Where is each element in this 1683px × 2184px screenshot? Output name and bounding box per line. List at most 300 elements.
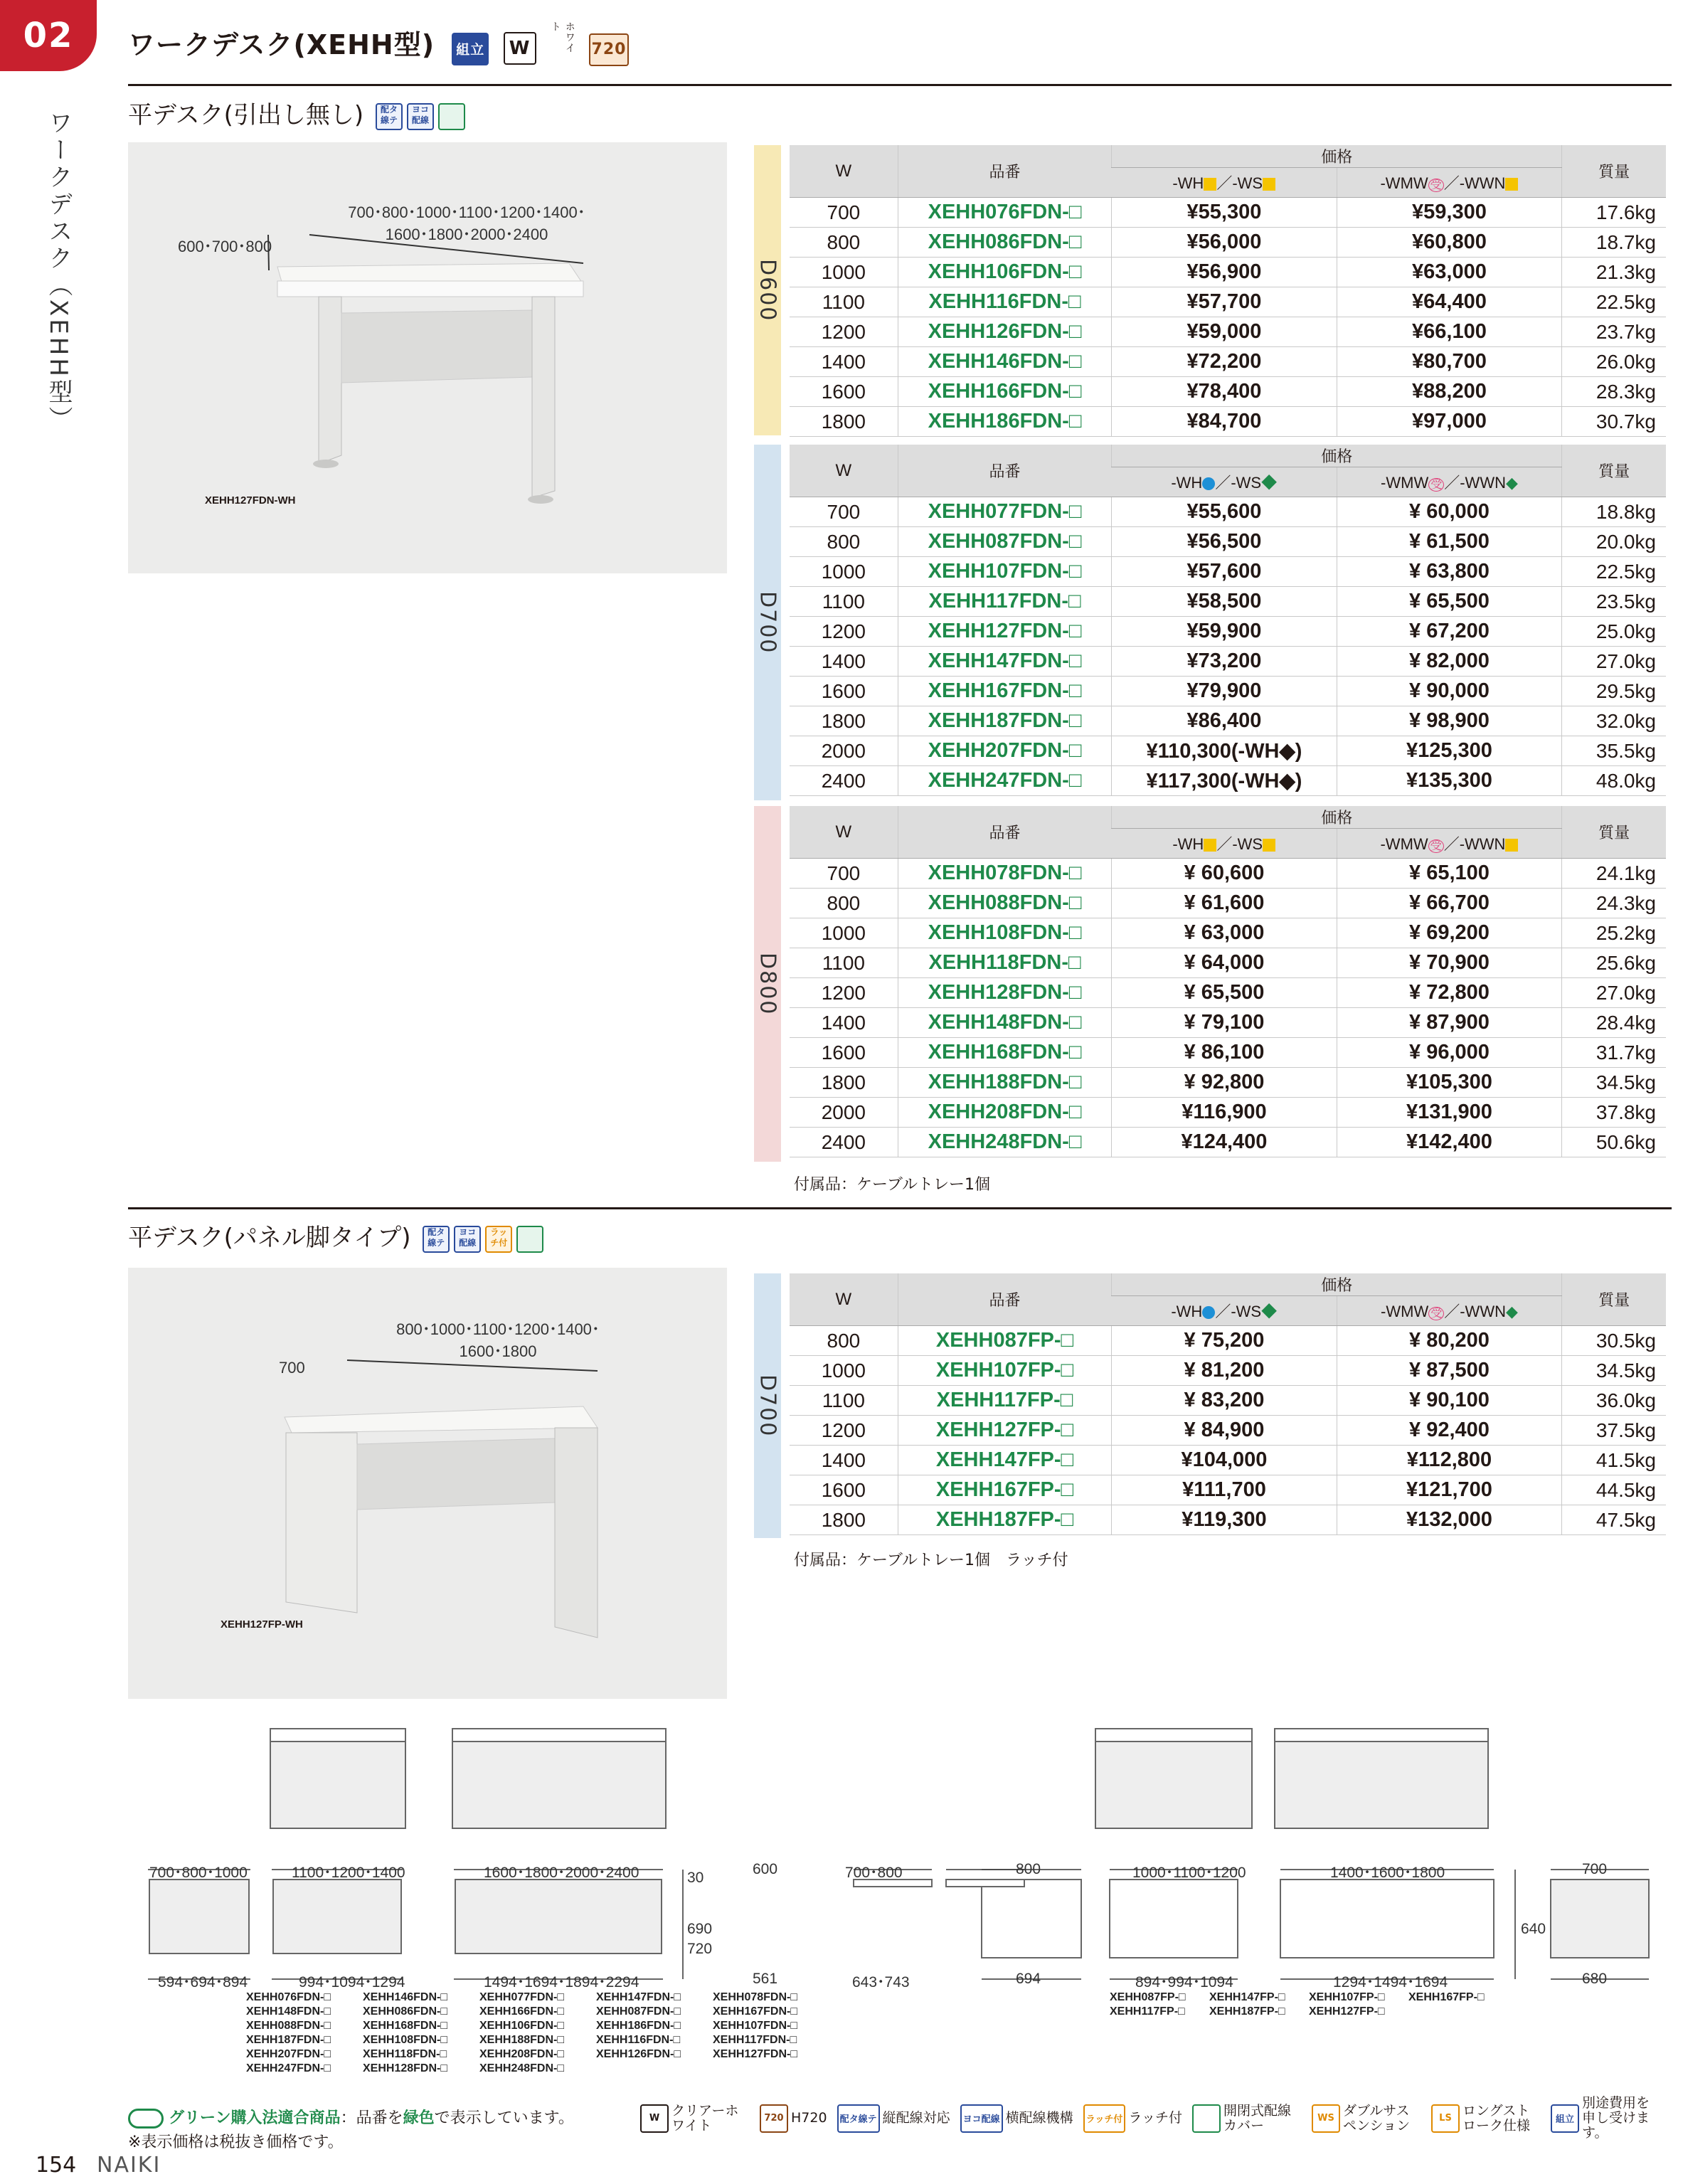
legend-text: 縦配線対応 [882,2110,950,2126]
legend-item [1312,2104,1421,2133]
cell-price-wh: ¥ 64,000 [1112,948,1337,978]
col-price-wmw: -WMW 受 ／-WWN [1337,829,1562,859]
table-row [790,1008,1666,1038]
cell-price-wh: ¥116,900 [1112,1098,1337,1128]
cell-part-number: XEHH116FDN-□ [898,287,1111,317]
cell-price-wmw: ¥121,700 [1337,1475,1562,1505]
cell-width: 1600 [790,1038,898,1068]
dim-d3: 1294･1494･1694 [1333,1974,1448,1990]
cell-price-wh: ¥84,700 [1112,407,1337,437]
cell-mass: 24.1kg [1562,859,1666,889]
cell-price-wh: ¥124,400 [1112,1128,1337,1157]
cell-mass: 18.7kg [1562,228,1666,258]
legend-text: ダブルサスペンション [1343,2102,1411,2133]
cell-mass: 44.5kg [1562,1475,1666,1505]
cell-part-number: XEHH167FDN-□ [898,677,1111,706]
green-text-c: で表示しています。 [434,2109,574,2127]
cell-width: 2400 [790,766,898,796]
vertical-wiring-icon: 配タ線テ [423,1226,450,1253]
header-rule [128,84,1672,86]
cell-width: 1600 [790,1475,898,1505]
cell-price-wmw: ¥ 80,200 [1337,1326,1562,1356]
horizontal-wiring-icon: ヨコ配線 [454,1226,481,1253]
table-row [790,918,1666,948]
dim-b4: 561 [753,1971,778,1987]
part-number: XEHH148FDN-□ [246,2005,331,2018]
cell-price-wmw: ¥66,100 [1337,317,1562,347]
cell-width: 2000 [790,736,898,766]
cell-part-number: XEHH078FDN-□ [898,859,1111,889]
cell-price-wmw: ¥142,400 [1337,1128,1562,1157]
cell-width: 1800 [790,1505,898,1535]
cell-width: 1100 [790,287,898,317]
legend-text: ラッチ付 [1128,2110,1182,2126]
part-number: XEHH117FP-□ [1110,2005,1185,2018]
cell-price-wh: ¥ 63,000 [1112,918,1337,948]
table-row [790,859,1666,889]
table-row [790,228,1666,258]
page-title [128,21,629,66]
cell-part-number: XEHH168FDN-□ [898,1038,1111,1068]
horizontal-wiring-icon: ヨコ配線 [407,103,434,130]
cell-price-wmw: ¥105,300 [1337,1068,1562,1098]
cell-width: 700 [790,497,898,527]
cell-price-wmw: ¥ 66,700 [1337,889,1562,918]
band-d800: D800 [754,806,781,1162]
title-text: ワークデスク(XEHH型) [128,29,435,60]
cell-width: 1800 [790,1068,898,1098]
cell-width: 800 [790,1326,898,1356]
cell-price-wh: ¥56,900 [1112,258,1337,287]
cell-price-wmw: ¥ 67,200 [1337,617,1562,647]
col-mass: 質量 [1562,1273,1666,1326]
cell-price-wh: ¥73,200 [1112,647,1337,677]
cell-part-number: XEHH087FP-□ [898,1326,1111,1356]
cell-price-wh: ¥ 92,800 [1112,1068,1337,1098]
cell-mass: 24.3kg [1562,889,1666,918]
dim-a3: 1600･1800･2000･2400 [484,1865,639,1881]
cell-price-wmw: ¥ 61,500 [1337,527,1562,557]
cell-part-number: XEHH148FDN-□ [898,1008,1111,1038]
cell-price-wh: ¥78,400 [1112,377,1337,407]
cell-mass: 41.5kg [1562,1446,1666,1475]
white-badge: ホワイト [549,21,575,53]
cell-mass: 50.6kg [1562,1128,1666,1157]
cell-part-number: XEHH108FDN-□ [898,918,1111,948]
part-number: XEHH146FDN-□ [363,1991,448,2003]
cell-mass: 34.5kg [1562,1356,1666,1386]
green-diamond-icon: ◆ [1261,474,1278,492]
table-row [790,497,1666,527]
cell-mass: 30.5kg [1562,1326,1666,1356]
cell-price-wmw: ¥ 96,000 [1337,1038,1562,1068]
col-price-wh: -WH ／-WS◆ [1112,1296,1337,1326]
table-row [790,1356,1666,1386]
cell-width: 800 [790,889,898,918]
cell-mass: 27.0kg [1562,978,1666,1008]
cell-mass: 28.3kg [1562,377,1666,407]
col-w: W [790,145,898,198]
cell-part-number: XEHH107FDN-□ [898,557,1111,587]
cell-price-wh: ¥86,400 [1112,706,1337,736]
cell-price-wmw: ¥ 69,200 [1337,918,1562,948]
cell-mass: 30.7kg [1562,407,1666,437]
cell-part-number: XEHH117FDN-□ [898,587,1111,617]
dim-h30: 30 [687,1870,704,1886]
green-text-b: 緑色 [403,2109,435,2127]
section1-title [128,95,465,130]
col-price: 価格 [1112,806,1562,829]
cell-part-number: XEHH247FDN-□ [898,766,1111,796]
cell-price-wmw: ¥ 92,400 [1337,1416,1562,1446]
part-number: XEHH118FDN-□ [363,2048,447,2060]
chapter-tab: 02 [0,0,97,71]
col-w: W [790,806,898,859]
cell-price-wh: ¥56,500 [1112,527,1337,557]
w-badge: W [504,32,536,65]
col-price-wmw: -WMW 受 ／-WWN◆ [1337,467,1562,497]
dim-c4: 700 [1582,1861,1608,1877]
table-row [790,258,1666,287]
legend-item [1083,2104,1182,2133]
part-number: XEHH248FDN-□ [479,2062,565,2074]
cell-mass: 25.0kg [1562,617,1666,647]
cell-width: 1400 [790,347,898,377]
photo2-caption-text: XEHH127FP-WH [221,1618,303,1631]
col-mass: 質量 [1562,445,1666,497]
part-number: XEHH167FDN-□ [713,2005,798,2018]
cell-price-wh: ¥119,300 [1112,1505,1337,1535]
fp-width-dims: 800･1000･1100･1200･1400･1600･1800 [396,1320,600,1360]
cell-price-wmw: ¥63,000 [1337,258,1562,287]
cell-mass: 25.6kg [1562,948,1666,978]
h720-icon: 720 [760,2104,788,2133]
accessory-note-2: 付属品：ケーブルトレー1個 ラッチ付 [794,1552,1068,1569]
table-row [790,527,1666,557]
cell-price-wh: ¥117,300(-WH◆) [1112,766,1337,796]
col-price-wh: -WH ／-WS [1112,168,1337,198]
cell-price-wh: ¥ 86,100 [1112,1038,1337,1068]
col-pn: 品番 [898,806,1111,859]
double-suspension-icon: WS [1312,2104,1340,2133]
table-row [790,1098,1666,1128]
table-row [790,587,1666,617]
part-number: XEHH166FDN-□ [479,2005,565,2018]
cell-price-wh: ¥ 60,600 [1112,859,1337,889]
cell-width: 800 [790,527,898,557]
cell-width: 2400 [790,1128,898,1157]
dim-c2: 1000･1100･1200 [1132,1865,1246,1881]
table-row [790,948,1666,978]
table-row [790,1475,1666,1505]
cell-width: 1000 [790,1356,898,1386]
cell-price-wmw: ¥ 60,000 [1337,497,1562,527]
col-pn: 品番 [898,445,1111,497]
table-header-row [790,145,1666,168]
assembly-badge: 組立 [452,33,489,65]
cell-mass: 17.6kg [1562,198,1666,228]
cell-part-number: XEHH106FDN-□ [898,258,1111,287]
order-made-icon: 受 [1428,839,1444,853]
cell-part-number: XEHH186FDN-□ [898,407,1111,437]
cell-mass: 48.0kg [1562,766,1666,796]
part-number: XEHH208FDN-□ [479,2048,565,2060]
cell-price-wh: ¥56,000 [1112,228,1337,258]
cell-part-number: XEHH087FDN-□ [898,527,1111,557]
legend-item [1192,2104,1302,2133]
fdn-depth-dims: 600･700･800 [178,238,272,255]
col-w: W [790,445,898,497]
cell-part-number: XEHH076FDN-□ [898,198,1111,228]
cell-price-wh: ¥59,000 [1112,317,1337,347]
vertical-wiring-icon: 配タ線テ [837,2104,880,2133]
cell-part-number: XEHH077FDN-□ [898,497,1111,527]
dim-b3: 1494･1694･1894･2294 [484,1974,639,1990]
part-number: XEHH127FDN-□ [713,2048,798,2060]
cell-price-wh: ¥55,600 [1112,497,1337,527]
part-number: XEHH187FP-□ [1209,2005,1285,2018]
cell-part-number: XEHH248FDN-□ [898,1128,1111,1157]
col-pn: 品番 [898,145,1111,198]
cell-mass: 32.0kg [1562,706,1666,736]
table-row [790,766,1666,796]
order-made-icon: 受 [1428,478,1444,492]
cell-price-wmw: ¥ 87,900 [1337,1008,1562,1038]
cell-price-wh: ¥ 61,600 [1112,889,1337,918]
cell-price-wmw: ¥ 65,100 [1337,859,1562,889]
table-row [790,407,1666,437]
part-number: XEHH107FP-□ [1309,1991,1385,2003]
cell-part-number: XEHH128FDN-□ [898,978,1111,1008]
cell-price-wmw: ¥64,400 [1337,287,1562,317]
cell-mass: 27.0kg [1562,647,1666,677]
vertical-wiring-icon: 配タ線テ [376,103,403,130]
part-number: XEHH127FP-□ [1309,2005,1385,2018]
part-number: XEHH207FDN-□ [246,2048,331,2060]
cell-price-wh: ¥ 81,200 [1112,1356,1337,1386]
cell-price-wmw: ¥59,300 [1337,198,1562,228]
table-row [790,736,1666,766]
cell-price-wmw: ¥80,700 [1337,347,1562,377]
cell-mass: 31.7kg [1562,1038,1666,1068]
part-number: XEHH108FDN-□ [363,2034,448,2046]
side-label: ワークデスク（XEHH型） [44,110,73,433]
part-number: XEHH147FDN-□ [596,1991,681,2003]
part-number: XEHH186FDN-□ [596,2020,681,2032]
cell-mass: 37.8kg [1562,1098,1666,1128]
section2-title [128,1218,543,1253]
clear-white-icon: W [640,2104,669,2133]
icon-legend [640,2096,1679,2141]
cell-price-wmw: ¥60,800 [1337,228,1562,258]
cell-width: 1400 [790,1446,898,1475]
cell-width: 1100 [790,948,898,978]
dim-d1: 694 [1016,1971,1041,1987]
legend-text: ロングストローク仕様 [1462,2102,1531,2133]
green-text-a: ：品番を [340,2109,403,2127]
cell-price-wh: ¥58,500 [1112,587,1337,617]
green-label: グリーン購入法適合商品 [169,2109,341,2127]
part-number: XEHH077FDN-□ [479,1991,565,2003]
photo1-caption-text: XEHH127FDN-WH [205,494,296,507]
table-row [790,1068,1666,1098]
cell-mass: 35.5kg [1562,736,1666,766]
dim-a5: 700･800 [845,1865,903,1881]
cell-price-wmw: ¥ 90,100 [1337,1386,1562,1416]
dim-d4: 680 [1582,1971,1608,1987]
yellow-square-icon [1204,839,1216,852]
cell-part-number: XEHH167FP-□ [898,1475,1111,1505]
part-number: XEHH088FDN-□ [246,2020,331,2032]
green-mark-icon [128,2109,164,2129]
cell-price-wh: ¥79,900 [1112,677,1337,706]
long-stroke-icon: LS [1431,2104,1460,2133]
legend-item [1551,2096,1660,2141]
cell-price-wmw: ¥131,900 [1337,1098,1562,1128]
dim-b2: 994･1094･1294 [299,1974,405,1990]
yellow-square-icon [1263,839,1275,852]
dim-a1: 700･800･1000 [149,1865,248,1881]
dim-c1: 800 [1016,1861,1041,1877]
cell-width: 1000 [790,918,898,948]
part-number: XEHH117FDN-□ [713,2034,797,2046]
part-number: XEHH188FDN-□ [479,2034,565,2046]
cell-price-wh: ¥ 65,500 [1112,978,1337,1008]
cell-price-wmw: ¥ 90,000 [1337,677,1562,706]
legend-item [837,2104,950,2133]
table-row [790,978,1666,1008]
cell-price-wmw: ¥ 98,900 [1337,706,1562,736]
dim-a2: 1100･1200･1400 [292,1865,405,1881]
cell-part-number: XEHH146FDN-□ [898,347,1111,377]
parts-list-fdn [246,1990,829,2076]
cell-width: 1200 [790,317,898,347]
cell-mass: 23.5kg [1562,587,1666,617]
latch-icon: ラッチ付 [1083,2104,1126,2133]
dim-d2: 894･994･1094 [1135,1974,1233,1990]
fdn-width-dims: 700･800･1000･1100･1200･1400･1600･1800･2000･2400 [348,203,585,243]
table-row [790,198,1666,228]
part-number: XEHH167FP-□ [1408,1991,1485,2003]
cell-width: 2000 [790,1098,898,1128]
green-diamond-icon: ◆ [1505,474,1518,492]
table-row [790,287,1666,317]
cell-price-wmw: ¥ 65,500 [1337,587,1562,617]
cell-mass: 25.2kg [1562,918,1666,948]
col-pn: 品番 [898,1273,1111,1326]
table-row [790,889,1666,918]
section2-title-text: 平デスク(パネル脚タイプ) [128,1224,411,1252]
cell-mass: 34.5kg [1562,1068,1666,1098]
cell-part-number: XEHH127FP-□ [898,1416,1111,1446]
cell-part-number: XEHH188FDN-□ [898,1068,1111,1098]
legend-item [1431,2104,1541,2133]
cell-price-wh: ¥55,300 [1112,198,1337,228]
col-price-wh: -WH ／-WS◆ [1112,467,1337,497]
cell-price-wmw: ¥ 82,000 [1337,647,1562,677]
yellow-square-icon [1505,178,1518,191]
part-number: XEHH076FDN-□ [246,1991,331,2003]
cell-width: 1400 [790,647,898,677]
yellow-square-icon [1263,178,1275,191]
cell-price-wmw: ¥88,200 [1337,377,1562,407]
cell-part-number: XEHH117FP-□ [898,1386,1111,1416]
latch-icon: ラッチ付 [485,1226,512,1253]
dim-h690: 690 [687,1921,713,1937]
col-mass: 質量 [1562,806,1666,859]
cell-price-wmw: ¥112,800 [1337,1446,1562,1475]
table-row [790,557,1666,587]
yellow-square-icon [1204,178,1216,191]
dim-h640: 640 [1521,1921,1546,1937]
cell-price-wmw: ¥ 87,500 [1337,1356,1562,1386]
cell-width: 1600 [790,677,898,706]
col-price-wh: -WH ／-WS [1112,829,1337,859]
table-row [790,617,1666,647]
cell-price-wh: ¥ 79,100 [1112,1008,1337,1038]
cell-price-wh: ¥57,600 [1112,557,1337,587]
cell-part-number: XEHH147FP-□ [898,1446,1111,1475]
cell-width: 1100 [790,1386,898,1416]
table-header-row [790,806,1666,829]
col-price: 価格 [1112,445,1562,467]
cell-width: 1200 [790,1416,898,1446]
legend-text: 別途費用を申し受けます。 [1582,2095,1650,2141]
blue-dot-icon [1202,1306,1215,1319]
cell-mass: 28.4kg [1562,1008,1666,1038]
col-price: 価格 [1112,145,1562,168]
part-number: XEHH147FP-□ [1209,1991,1285,2003]
cell-price-wh: ¥111,700 [1112,1475,1337,1505]
part-number: XEHH087FP-□ [1110,1991,1186,2003]
cell-part-number: XEHH127FDN-□ [898,617,1111,647]
dim-b1: 594･694･894 [158,1974,248,1990]
band-d700: D700 [754,445,781,800]
cell-width: 1000 [790,258,898,287]
band-d700-fp: D700 [754,1273,781,1538]
cell-width: 1800 [790,407,898,437]
cell-part-number: XEHH126FDN-□ [898,317,1111,347]
cell-part-number: XEHH187FP-□ [898,1505,1111,1535]
accessory-note-1: 付属品：ケーブルトレー1個 [794,1176,991,1194]
col-mass: 質量 [1562,145,1666,198]
cell-price-wh: ¥ 84,900 [1112,1416,1337,1446]
cell-width: 700 [790,859,898,889]
legend-text: クリアーホワイト [671,2102,739,2133]
cell-mass: 37.5kg [1562,1416,1666,1446]
part-number: XEHH106FDN-□ [479,2020,565,2032]
legend-text: 横配線機構 [1005,2110,1073,2126]
cell-width: 1600 [790,377,898,407]
table-row [790,677,1666,706]
dim-c3: 1400･1600･1800 [1330,1865,1445,1881]
cable-cover-icon [438,103,465,130]
cell-price-wh: ¥ 75,200 [1112,1326,1337,1356]
cell-mass: 23.7kg [1562,317,1666,347]
price-table-d600 [790,145,1666,437]
cell-mass: 36.0kg [1562,1386,1666,1416]
cell-mass: 47.5kg [1562,1505,1666,1535]
legend-text: H720 [791,2110,827,2126]
fp-depth-dims: 700 [279,1359,305,1377]
band-d600: D600 [754,145,781,435]
table-row [790,1128,1666,1157]
cell-part-number: XEHH166FDN-□ [898,377,1111,407]
price-table-fp [790,1273,1666,1535]
price-table-d700 [790,445,1666,796]
cell-width: 1200 [790,617,898,647]
parts-list-fp [1110,1990,1508,2019]
